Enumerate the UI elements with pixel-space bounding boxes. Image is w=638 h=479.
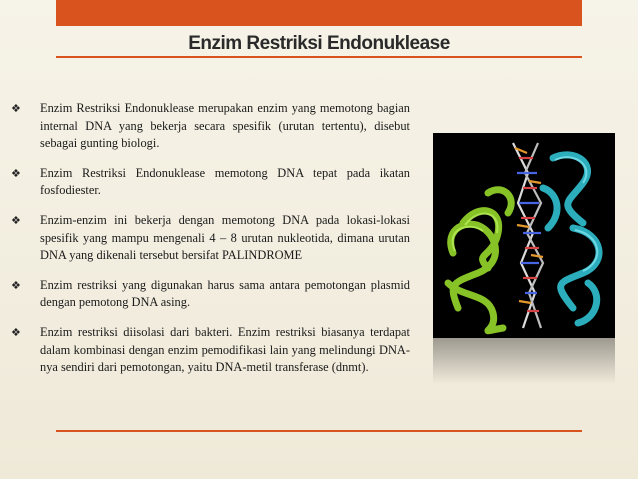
diamond-bullet-icon: ❖	[11, 213, 21, 227]
diamond-bullet-icon: ❖	[11, 278, 21, 292]
bullet-item	[10, 324, 410, 377]
slide-title: Enzim Restriksi Endonuklease	[188, 33, 450, 54]
bullet-text: Enzim Restriksi Endonuklease merupakan enzim yang memotong bagian internal DNA yang bekerja secara spesifik (urutan tertentu), disebut sebagai gunting biologi.	[40, 101, 410, 151]
diamond-bullet-icon: ❖	[11, 325, 21, 339]
bullet-text: Enzim Restriksi Endonuklease memotong DNA tepat pada ikatan fosfodiester.	[40, 165, 410, 198]
bullet-item	[10, 212, 410, 265]
image-reflection	[433, 338, 615, 384]
bullet-item	[10, 100, 410, 153]
bullet-list	[10, 100, 410, 389]
bullet-text: Enzim restriksi diisolasi dari bakteri. Enzim restriksi biasanya terdapat dalam kombinasi dengan enzim pemodifikasi lain yang melindungi DNA-nya sendiri dari pemotongan, yaitu DNA-metil transferase (dnmt).	[40, 324, 410, 375]
bottom-accent-line	[56, 430, 582, 432]
top-accent-bar	[56, 0, 582, 26]
bullet-item	[10, 165, 410, 200]
title-underline	[56, 56, 582, 58]
diamond-bullet-icon: ❖	[11, 102, 21, 115]
bullet-item	[10, 277, 410, 312]
protein-dna-structure-image	[433, 133, 615, 338]
diamond-bullet-icon: ❖	[11, 166, 21, 180]
protein-structure-illustration	[433, 133, 615, 338]
bullet-text: Enzim-enzim ini bekerja dengan memotong DNA pada lokasi-lokasi spesifik yang mampu mengenali 4 – 8 urutan nukleotida, dimana urutan DNA yang dikenali tersebut bersifat PALINDROME	[40, 212, 410, 263]
bullet-text: Enzim restriksi yang digunakan harus sama antara pemotongan plasmid dengan pemotong DNA asing.	[40, 277, 410, 310]
